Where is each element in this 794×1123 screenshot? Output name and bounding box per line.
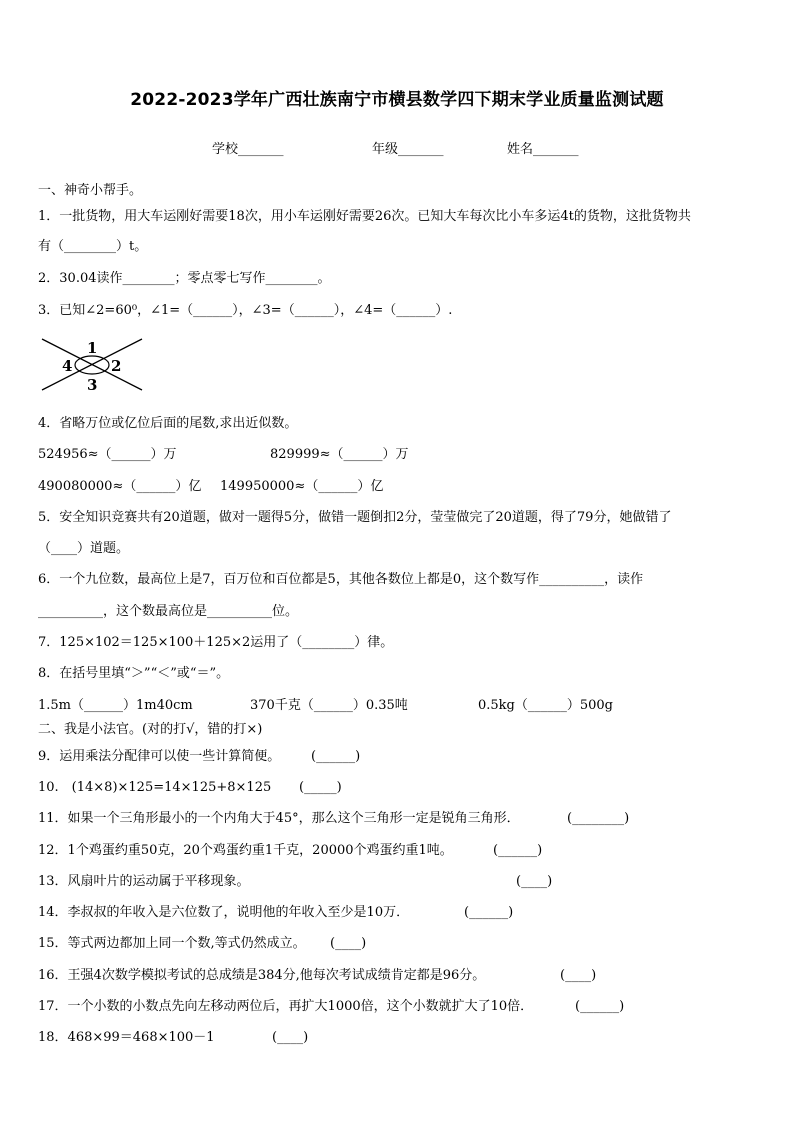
question-4a: 524956≈（______）万 (38, 447, 177, 462)
answer-blank-9: (______) (311, 749, 361, 764)
question-1-line-2: 有（________）t。 (38, 239, 148, 254)
question-12: 12．1个鸡蛋约重50克，20个鸡蛋约重1千克，20000个鸡蛋约重1吨。 (38, 843, 453, 858)
question-4: 4．省略万位或亿位后面的尾数,求出近似数。 (38, 416, 298, 431)
angle-label-4: 4 (62, 357, 73, 375)
grade-field: 年级_______ (372, 142, 444, 157)
angle-label-2: 2 (111, 357, 122, 375)
section-1-heading: 一、神奇小帮手。 (38, 183, 143, 198)
question-2: 2．30.04读作________；零点零七写作________。 (38, 271, 331, 286)
question-6-line-1: 6．一个九位数，最高位上是7，百万位和百位都是5，其他各数位上都是0，这个数写作__________，读作 (38, 572, 644, 587)
question-5-line-2: （____）道题。 (38, 541, 130, 556)
question-15: 15．等式两边都加上同一个数,等式仍然成立。 (38, 936, 306, 951)
question-8b: 370千克（______）0.35吨 (250, 698, 408, 713)
answer-blank-17: (______) (575, 999, 625, 1014)
section-2-heading: 二、我是小法官。(对的打√，错的打×) (38, 722, 263, 737)
school-field: 学校_______ (212, 142, 284, 157)
answer-blank-10: (_____) (299, 780, 342, 795)
answer-blank-14: (______) (464, 905, 514, 920)
question-8a: 1.5m（______）1m40cm (38, 698, 193, 713)
answer-blank-11: (________) (567, 811, 630, 826)
answer-blank-15: (____) (330, 936, 367, 951)
question-8: 8．在括号里填“＞”“＜”或“＝”。 (38, 666, 230, 681)
question-5-line-1: 5．安全知识竞赛共有20道题，做对一题得5分，做错一题倒扣2分，莹莹做完了20道题，得了79分，她做错了 (38, 510, 672, 525)
question-3: 3．已知∠2=60⁰，∠1=（______），∠3=（______），∠4=（______）. (38, 303, 453, 318)
name-field: 姓名_______ (507, 142, 579, 157)
answer-blank-18: (____) (272, 1030, 309, 1045)
document-title: 2022-2023学年广西壮族南宁市横县数学四下期末学业质量监测试题 (130, 90, 664, 110)
question-4b: 829999≈（______）万 (270, 447, 409, 462)
intersecting-lines-figure (38, 334, 148, 394)
question-4c: 490080000≈（______）亿 (38, 479, 202, 494)
question-1-line-1: 1．一批货物，用大车运刚好需要18次，用小车运刚好需要26次。已知大车每次比小车多运4t的货物，这批货物共 (38, 209, 691, 224)
question-16: 16．王强4次数学模拟考试的总成绩是384分,他每次考试成绩肯定都是96分。 (38, 968, 486, 983)
question-6-line-2: __________，这个数最高位是__________位。 (38, 604, 299, 619)
question-10: 10. (14×8)×125=14×125+8×125 (38, 780, 272, 795)
question-17: 17．一个小数的小数点先向左移动两位后，再扩大1000倍，这个小数就扩大了10倍． (38, 999, 534, 1014)
question-7: 7．125×102＝125×100＋125×2运用了（________）律。 (38, 635, 394, 650)
question-18: 18．468×99＝468×100－1 (38, 1030, 215, 1045)
answer-blank-12: (______) (493, 843, 543, 858)
angle-label-3: 3 (87, 376, 98, 394)
question-8c: 0.5kg（______）500g (478, 698, 614, 713)
question-4d: 149950000≈（______）亿 (220, 479, 384, 494)
answer-blank-16: (____) (560, 968, 597, 983)
question-13: 13．风扇叶片的运动属于平移现象。 (38, 874, 250, 889)
answer-blank-13: (____) (516, 874, 553, 889)
question-9: 9．运用乘法分配律可以使一些计算简便。 (38, 749, 281, 764)
question-11: 11．如果一个三角形最小的一个内角大于45°，那么这个三角形一定是锐角三角形． (38, 811, 520, 826)
angle-label-1: 1 (87, 339, 98, 357)
question-14: 14．李叔叔的年收入是六位数了，说明他的年收入至少是10万． (38, 905, 410, 920)
